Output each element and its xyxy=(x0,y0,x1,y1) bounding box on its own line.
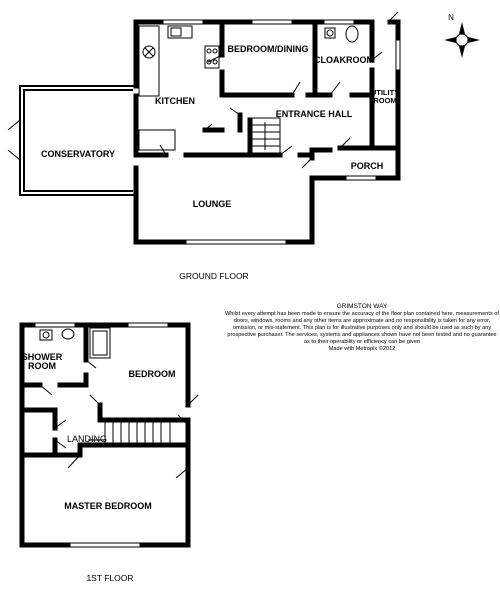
room-label-porch: PORCH xyxy=(350,161,384,171)
ground-floor-interior-walls xyxy=(136,22,372,155)
address-label: GRIMSTON WAY xyxy=(336,303,388,310)
room-label-bedroom-dining: BEDROOM/DINING xyxy=(227,44,309,54)
room-label-shower-line1: SHOWER xyxy=(21,352,63,362)
ground-floor-plan xyxy=(8,12,400,244)
room-label-conservatory: CONSERVATORY xyxy=(40,149,116,159)
room-label-entrance-hall: ENTRANCE HALL xyxy=(275,109,353,119)
room-label-landing: LANDING xyxy=(66,434,108,444)
room-label-bedroom: BEDROOM xyxy=(128,369,176,379)
disclaimer-text xyxy=(224,311,500,353)
compass-north-label: N xyxy=(448,13,454,22)
ground-floor-doors xyxy=(160,12,398,168)
room-label-lounge: LOUNGE xyxy=(192,199,232,209)
disclaimer-body: Whilst every attempt has been made to ensure the accuracy of the floor plan contained here, measurements of doors, windows, rooms and any other items are approximate and no responsibility is taken for any error, omission, or mis-statement. This plan is for illustrative purposes only and should be used as such by any prospective purchaser. The services, systems and appliances shown have not been tested and no guarantee as to their operability or efficiency can be given xyxy=(225,311,499,345)
made-with-credit: Made with Metropix ©2012 xyxy=(328,346,396,352)
ground-floor-label: GROUND FLOOR xyxy=(179,271,249,281)
room-label-utility-line1: UTILITY xyxy=(370,88,400,97)
room-label-utility-line2: ROOM xyxy=(373,96,397,105)
first-floor-label: 1ST FLOOR xyxy=(86,573,134,583)
compass-rose-icon xyxy=(444,22,480,58)
conservatory-structure xyxy=(8,86,136,195)
room-label-master-bedroom: MASTER BEDROOM xyxy=(64,501,152,511)
room-label-cloakroom: CLOAKROOM xyxy=(314,55,374,65)
room-label-kitchen: KITCHEN xyxy=(155,96,195,106)
room-label-shower-line2: ROOM xyxy=(28,361,56,371)
